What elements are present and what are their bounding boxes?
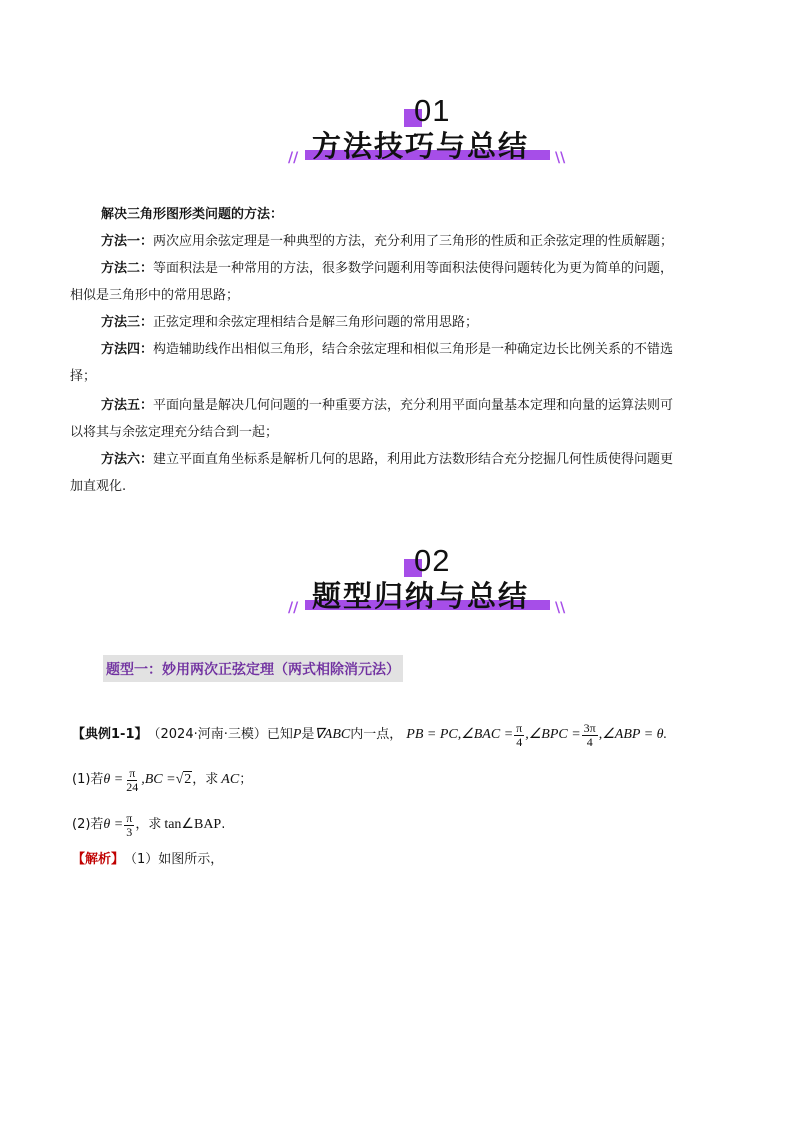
method-3: 方法三：正弦定理和余弦定理相结合是解三角形问题的常用思路； — [101, 315, 479, 330]
slash-right-decoration: \\ — [555, 150, 566, 166]
methods-intro-text: 解决三角形图形类问题的方法： — [101, 207, 284, 222]
section-title: 题型归纳与总结 — [312, 579, 530, 613]
fraction-3pi-over-4: $\frac{3\pi}{4}$ — [583, 720, 596, 749]
question-2: (2)若 θ = $\frac{\pi}{3}$ ，求 tan∠BAP . — [72, 810, 226, 839]
method-2-cont: 相似是三角形中的常用思路； — [70, 288, 240, 303]
section-number: 01 — [414, 93, 451, 128]
methods-intro — [101, 201, 721, 228]
method-1: 方法一：两次应用余弦定理是一种典型的方法，充分利用了三角形的性质和正余弦定理的性质解题； — [101, 234, 674, 249]
method-4: 方法四：构造辅助线作出相似三角形，结合余弦定理和相似三角形是一种确定边长比例关系的不错选 — [101, 342, 674, 357]
example-source: （2024·河南·三模）已知 — [147, 727, 293, 742]
section-title: 方法技巧与总结 — [312, 129, 530, 163]
slash-left-decoration: // — [288, 600, 299, 616]
sqrt-2: √2 — [175, 772, 192, 787]
analysis-line — [72, 850, 223, 870]
method-4-cont: 择； — [70, 369, 97, 384]
fraction-pi-over-3: $\frac{\pi}{3}$ — [126, 810, 133, 839]
topic-heading — [103, 655, 403, 682]
example-tag: 【典例1-1】 — [72, 727, 148, 742]
example-statement: 【典例1-1】 （2024·河南·三模）已知 P 是 ∇ABC 内一点， PB = PC,∠BAC = $\frac{\pi}{4}$ ,∠BPC = $\frac{3\pi}{4}$ ,∠ABP = θ. — [72, 720, 668, 749]
fraction-pi-over-4: $\frac{\pi}{4}$ — [516, 720, 523, 749]
method-6-cont: 加直观化. — [70, 479, 127, 494]
slash-right-decoration: \\ — [555, 600, 566, 616]
method-5: 方法五：平面向量是解决几何问题的一种重要方法，充分利用平面向量基本定理和向量的运算法则可 — [101, 398, 674, 413]
fraction-pi-over-24: $\frac{\pi}{24}$ — [126, 765, 139, 794]
section-header-2 — [0, 545, 794, 625]
topic-title: 题型一：妙用两次正弦定理（两式相除消元法） — [106, 661, 400, 678]
question-1: (1)若 θ = $\frac{\pi}{24}$ ,BC = √2 ，求 AC ； — [72, 765, 253, 794]
section-header-1 — [0, 95, 794, 175]
section-number: 02 — [414, 543, 451, 578]
method-6: 方法六：建立平面直角坐标系是解析几何的思路，利用此方法数形结合充分挖掘几何性质使得问题更 — [101, 452, 674, 467]
analysis-tag: 【解析】 — [72, 852, 125, 867]
method-2: 方法二：等面积法是一种常用的方法，很多数学问题利用等面积法使得问题转化为更为简单的问题， — [101, 261, 674, 276]
method-5-cont: 以将其与余弦定理充分结合到一起； — [70, 425, 279, 440]
slash-left-decoration: // — [288, 150, 299, 166]
analysis-text: （1）如图所示， — [124, 852, 224, 867]
